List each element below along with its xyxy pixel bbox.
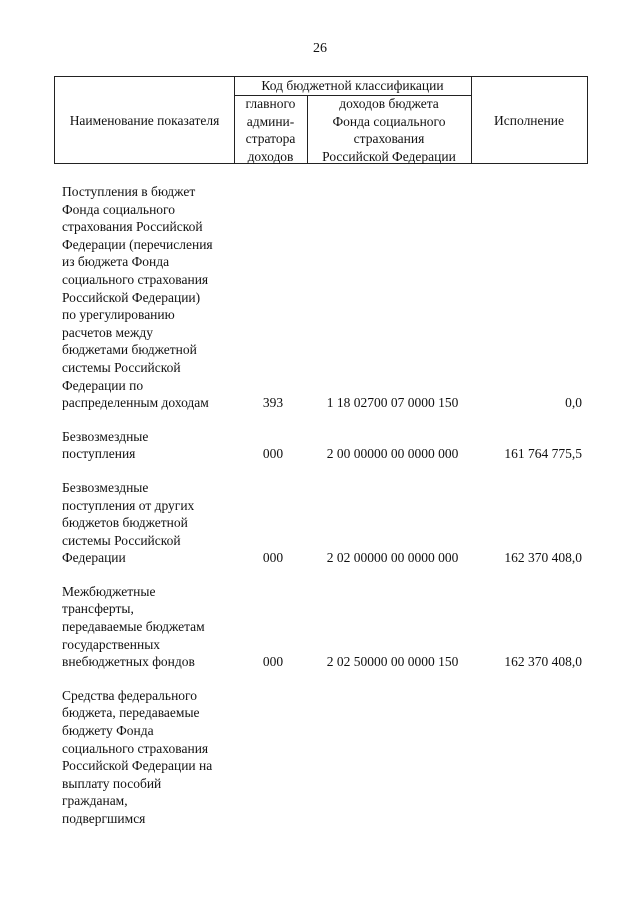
execution-value: 161 764 775,5 (504, 446, 582, 462)
table-row (0, 687, 640, 828)
admin-code: 393 (262, 395, 284, 411)
header-revenue-code-column: доходов бюджета Фонда социального страхования Российской Федерации (322, 96, 456, 164)
execution-value: 162 370 408,0 (504, 550, 582, 566)
budget-classification-code: 2 02 00000 00 0000 000 (326, 550, 459, 566)
header-admin-column: главного админи- стратора доходов (245, 96, 296, 164)
table-row (0, 479, 640, 567)
table-row (0, 183, 640, 412)
admin-code: 000 (262, 550, 284, 566)
header-code-group: Код бюджетной классификации (261, 78, 444, 93)
execution-value: 0,0 (565, 395, 582, 411)
indicator-name: Безвозмездные поступления от других бюджетов бюджетной системы Российской Федерации (62, 479, 195, 566)
budget-classification-code: 2 02 50000 00 0000 150 (326, 654, 459, 670)
header-name-column: Наименование показателя (69, 113, 220, 128)
table-row (0, 583, 640, 671)
indicator-name: Средства федерального бюджета, передаваемые бюджету Фонда социального страхования Российской Федерации на выплату пособий гражданам, подвергшимся (62, 687, 213, 826)
admin-code: 000 (262, 654, 284, 670)
table-row (0, 428, 640, 463)
table-body (0, 183, 640, 844)
table-header (54, 76, 588, 164)
admin-code: 000 (262, 446, 284, 462)
budget-classification-code: 2 00 00000 00 0000 000 (326, 446, 459, 462)
header-execution-column: Исполнение (494, 113, 564, 128)
indicator-name: Безвозмездные поступления (62, 428, 149, 462)
indicator-name: Поступления в бюджет Фонда социального страхования Российской Федерации (перечисления из бюджета Фонда социального страхования Российской Федерации) по урегулированию расчетов между бюджетами бюджетной системы Российской Федерации по распределенным доходам (62, 184, 213, 411)
page-number: 26 (313, 41, 327, 56)
indicator-name: Межбюджетные трансферты, передаваемые бюджетам государственных внебюджетных фондов (62, 583, 205, 670)
execution-value: 162 370 408,0 (504, 654, 582, 670)
budget-classification-code: 1 18 02700 07 0000 150 (326, 395, 459, 411)
